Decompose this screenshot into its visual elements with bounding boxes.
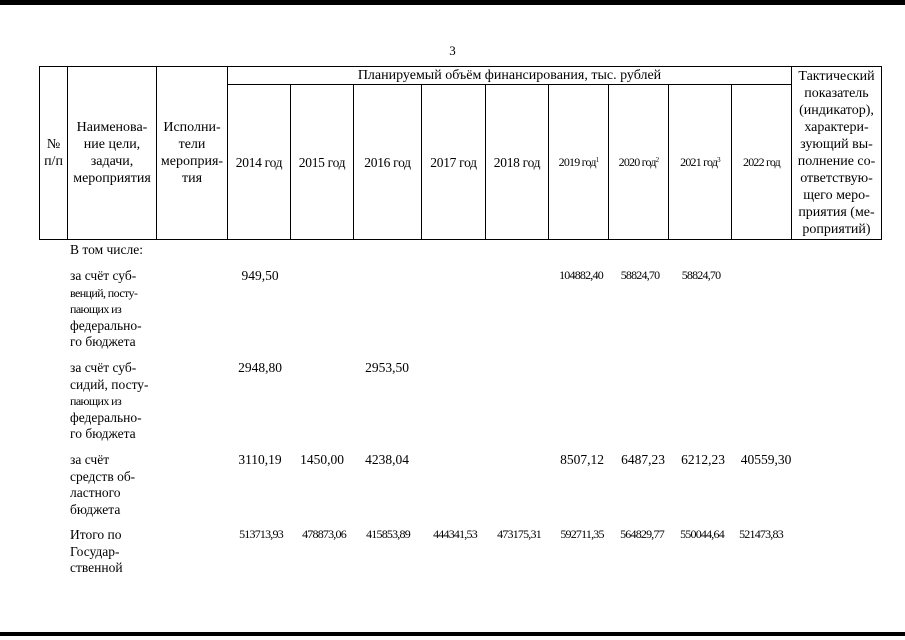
cell-regional-2021: 6212,23	[681, 452, 725, 467]
bottom-border	[0, 632, 905, 636]
executors-header: Исполни- тели мероприя- тия	[157, 67, 228, 240]
year-2017-header: 2017 год	[422, 85, 486, 240]
cell-subsidies-2016: 2953,50	[365, 360, 409, 375]
indicator-header: Тактический показатель (индикатор), характери- зующий вы- полнение со- ответствую- щего меро- приятия (ме- роприятий)	[792, 67, 882, 240]
year-2021-header: 2021 год$^3$	[669, 85, 732, 240]
row-label-federal-subsidies: за счёт суб- сидий, посту- пающих из федерально- го бюджета	[70, 360, 149, 441]
year-2020-header: 2020 год$^2$	[609, 85, 669, 240]
cell-regional-2014: 3110,19	[238, 452, 282, 467]
name-header: Наименова- ние цели, задачи, мероприятия	[68, 67, 157, 240]
cell-total-2022: 521473,83	[739, 527, 783, 541]
cell-total-2020: 564829,77	[620, 527, 664, 541]
cell-subventions-2014: 949,50	[241, 268, 279, 283]
including-label: В том числе:	[70, 242, 143, 257]
year-2015-header: 2015 год	[291, 85, 354, 240]
cell-total-2016: 415853,89	[366, 527, 410, 541]
year-2016-header: 2016 год	[354, 85, 422, 240]
year-2018-header: 2018 год	[486, 85, 549, 240]
financing-header: Планируемый объём финансирования, тыс. рублей	[228, 67, 792, 85]
cell-regional-2016: 4238,04	[365, 452, 409, 467]
year-2022-header: 2022 год	[732, 85, 792, 240]
cell-subventions-2021: 58824,70	[681, 268, 721, 282]
cell-total-2015: 478873,06	[302, 527, 346, 541]
cell-total-2014: 513713,93	[239, 527, 283, 541]
cell-total-2017: 444341,53	[433, 527, 477, 541]
cell-subsidies-2014: 2948,80	[238, 360, 282, 375]
num-header: № п/п	[40, 67, 68, 240]
row-label-total: Итого по Государ- ственной	[70, 527, 123, 575]
cell-regional-2022: 40559,30	[740, 452, 792, 467]
row-label-regional: за счёт средств об- ластного бюджета	[70, 452, 136, 517]
year-2019-header: 2019 год$^1$	[549, 85, 609, 240]
top-border	[0, 0, 905, 5]
cell-regional-2020: 6487,23	[621, 452, 665, 467]
cell-subventions-2019: 104882,40	[559, 268, 603, 282]
page-number: 3	[449, 43, 456, 58]
cell-total-2018: 473175,31	[497, 527, 541, 541]
cell-regional-2019: 8507,12	[560, 452, 604, 467]
cell-regional-2015: 1450,00	[300, 452, 344, 467]
row-label-federal-subventions: за счёт суб- венций, посту- пающих из федерально- го бюджета	[70, 268, 142, 349]
cell-subventions-2020: 58824,70	[620, 268, 660, 282]
cell-total-2021: 550044,64	[680, 527, 724, 541]
financing-table-header	[39, 66, 882, 240]
year-2014-header: 2014 год	[228, 85, 291, 240]
cell-total-2019: 592711,35	[560, 527, 604, 541]
